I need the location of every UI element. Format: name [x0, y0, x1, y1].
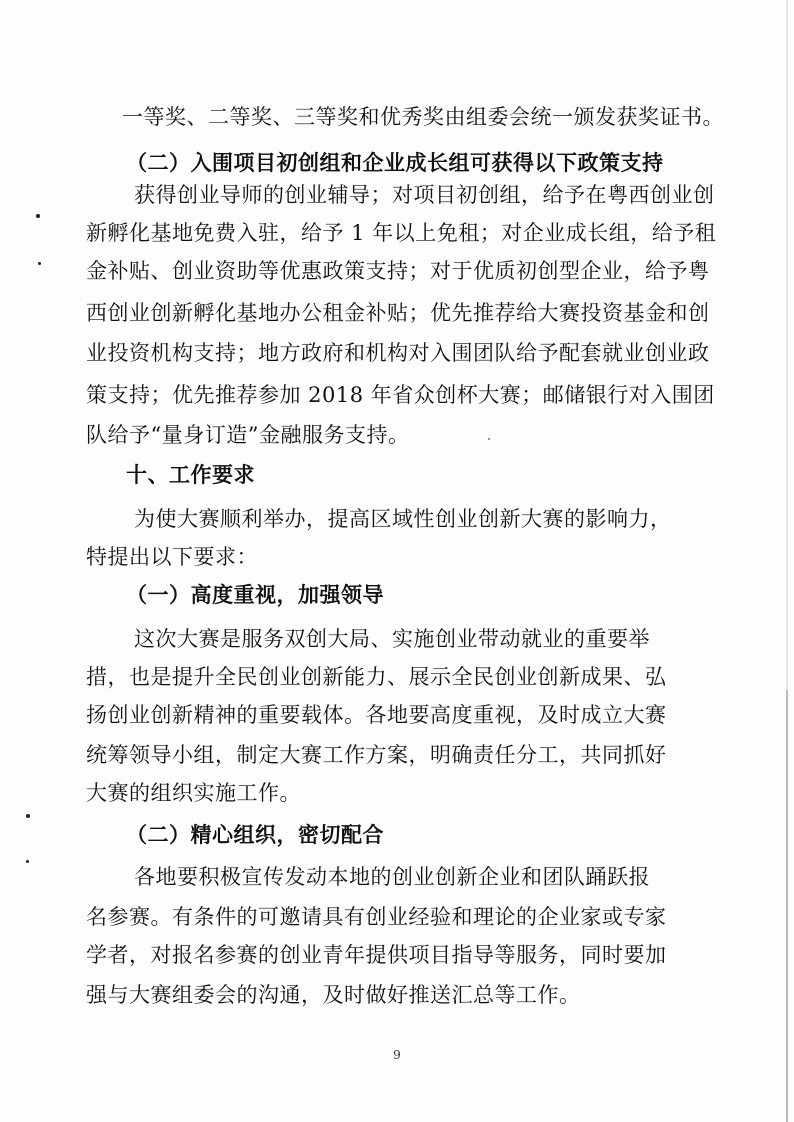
section-heading: （二）入围项目初创组和企业成长组可获得以下政策支持: [126, 150, 664, 175]
paragraph-line: 新孵化基地免费入驻，给予 1 年以上免租；对企业成长组，给予租: [86, 221, 717, 245]
section-heading: （二）精心组织，密切配合: [126, 822, 384, 847]
paragraph-line: 大赛的组织实施工作。: [86, 781, 301, 805]
paragraph-line: 各地要积极宣传发动本地的创业创新企业和团队踊跃报: [134, 865, 650, 889]
paragraph-line: 强与大赛组委会的沟通，及时做好推送汇总等工作。: [86, 983, 581, 1007]
scan-speck: [36, 214, 40, 218]
paragraph-line: 统筹领导小组，制定大赛工作方案，明确责任分工，共同抓好: [86, 743, 667, 767]
paragraph-line: 扬创业创新精神的重要载体。各地要高度重视，及时成立大赛: [86, 703, 667, 727]
paragraph-line: 金补贴、创业资助等优惠政策支持；对于优质初创型企业，给予粤: [86, 259, 710, 283]
paragraph-line: 获得创业导师的创业辅导；对项目初创组，给予在粤西创业创: [134, 183, 715, 207]
paragraph-line: 名参赛。有条件的可邀请具有创业经验和理论的企业家或专家: [86, 905, 667, 929]
scan-speck: [26, 860, 29, 863]
paragraph-line: 这次大赛是服务双创大局、实施创业带动就业的重要举: [134, 627, 650, 651]
paragraph-line: 一等奖、二等奖、三等奖和优秀奖由组委会统一颁发获奖证书。: [122, 105, 724, 129]
paragraph-line: 业投资机构支持；地方政府和机构对入围团队给予配套就业创业政: [86, 341, 710, 365]
paragraph-line: 西创业创新孵化基地办公租金补贴；优先推荐给大赛投资基金和创: [86, 301, 710, 325]
paragraph-line: 学者，对报名参赛的创业青年提供项目指导等服务，同时要加: [86, 943, 667, 967]
section-heading: （一）高度重视，加强领导: [126, 582, 384, 607]
scan-speck: [38, 262, 41, 265]
paragraph-line: 为使大赛顺利举办，提高区域性创业创新大赛的影响力，: [134, 507, 672, 531]
page-number: 9: [393, 1048, 401, 1062]
scan-speck: [26, 814, 30, 818]
chapter-heading: 十、工作要求: [126, 462, 255, 487]
paragraph-line: 措，也是提升全民创业创新能力、展示全民创业创新成果、弘: [86, 665, 667, 689]
paragraph-line: 策支持；优先推荐参加 2018 年省众创杯大赛；邮储银行对入围团: [86, 383, 715, 407]
paragraph-line: 队给予“量身订造”金融服务支持。: [86, 423, 410, 447]
paragraph-line: 特提出以下要求：: [86, 545, 258, 569]
